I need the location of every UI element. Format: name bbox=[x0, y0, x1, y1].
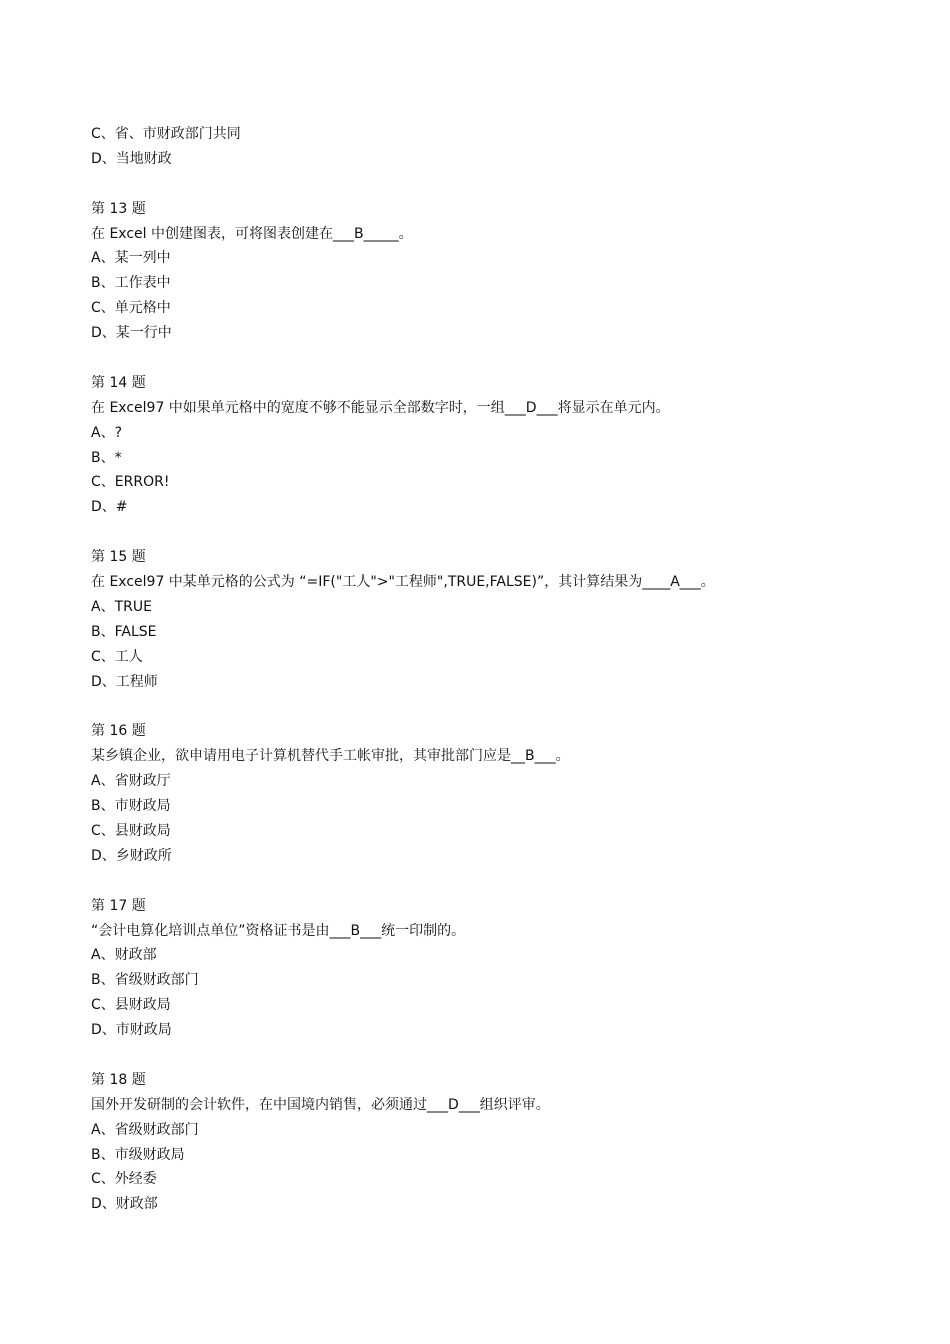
option-a: A、某一列中 bbox=[91, 250, 171, 267]
option-b: B、省级财政部门 bbox=[91, 972, 199, 989]
question-13 bbox=[91, 197, 891, 346]
question-stem: 在 Excel97 中某单元格的公式为 “=IF("工人">"工程师",TRUE,FALSE)”，其计算结果为____A___。 bbox=[91, 574, 715, 591]
question-heading: 第 13 题 bbox=[91, 200, 146, 217]
option-b: B、市财政局 bbox=[91, 798, 171, 815]
question-heading: 第 14 题 bbox=[91, 374, 146, 391]
option-c: C、县财政局 bbox=[91, 822, 171, 839]
option-c: C、县财政局 bbox=[91, 997, 171, 1014]
question-14 bbox=[91, 371, 891, 520]
question-heading: 第 15 题 bbox=[91, 549, 146, 566]
option-d: D、财政部 bbox=[91, 1196, 158, 1213]
question-17 bbox=[91, 894, 891, 1043]
option-c: C、外经委 bbox=[91, 1171, 157, 1188]
option-d: D、工程师 bbox=[91, 673, 158, 690]
question-heading: 第 18 题 bbox=[91, 1071, 146, 1088]
question-stem: “会计电算化培训点单位”资格证书是由___B___统一印制的。 bbox=[91, 922, 466, 939]
question-stem: 某乡镇企业，欲申请用电子计算机替代手工帐审批，其审批部门应是__B___。 bbox=[91, 748, 570, 765]
option-b: B、工作表中 bbox=[91, 275, 171, 292]
option-c: C、工人 bbox=[91, 648, 143, 665]
spacer bbox=[91, 1043, 891, 1068]
spacer bbox=[91, 520, 891, 545]
option-a: A、省财政厅 bbox=[91, 773, 171, 790]
option-d-q12: D、当地财政 bbox=[91, 150, 172, 167]
continuation-block bbox=[91, 122, 891, 172]
question-16 bbox=[91, 719, 891, 868]
option-c: C、单元格中 bbox=[91, 300, 171, 317]
question-stem: 国外开发研制的会计软件，在中国境内销售，必须通过___D___组织评审。 bbox=[91, 1096, 550, 1113]
option-d: D、市财政局 bbox=[91, 1022, 172, 1039]
option-d: D、# bbox=[91, 499, 128, 516]
question-heading: 第 16 题 bbox=[91, 723, 146, 740]
option-c: C、ERROR! bbox=[91, 474, 170, 491]
question-heading: 第 17 题 bbox=[91, 897, 146, 914]
spacer bbox=[91, 346, 891, 371]
question-stem: 在 Excel97 中如果单元格中的宽度不够不能显示全部数字时，一组___D___将显示在单元内。 bbox=[91, 399, 670, 416]
option-a: A、TRUE bbox=[91, 598, 152, 615]
option-a: A、省级财政部门 bbox=[91, 1121, 199, 1138]
spacer bbox=[91, 694, 891, 719]
document-page bbox=[91, 122, 891, 1217]
option-b: B、市级财政局 bbox=[91, 1146, 185, 1163]
option-d: D、某一行中 bbox=[91, 325, 172, 342]
option-c-q12: C、省、市财政部门共同 bbox=[91, 126, 241, 142]
option-d: D、乡财政所 bbox=[91, 847, 172, 864]
spacer bbox=[91, 172, 891, 197]
question-18 bbox=[91, 1068, 891, 1217]
question-stem: 在 Excel 中创建图表，可将图表创建在___B_____。 bbox=[91, 225, 413, 242]
spacer bbox=[91, 869, 891, 894]
option-b: B、FALSE bbox=[91, 623, 157, 640]
option-b: B、* bbox=[91, 449, 122, 466]
option-a: A、财政部 bbox=[91, 947, 157, 964]
question-15 bbox=[91, 545, 891, 694]
option-a: A、? bbox=[91, 424, 123, 441]
